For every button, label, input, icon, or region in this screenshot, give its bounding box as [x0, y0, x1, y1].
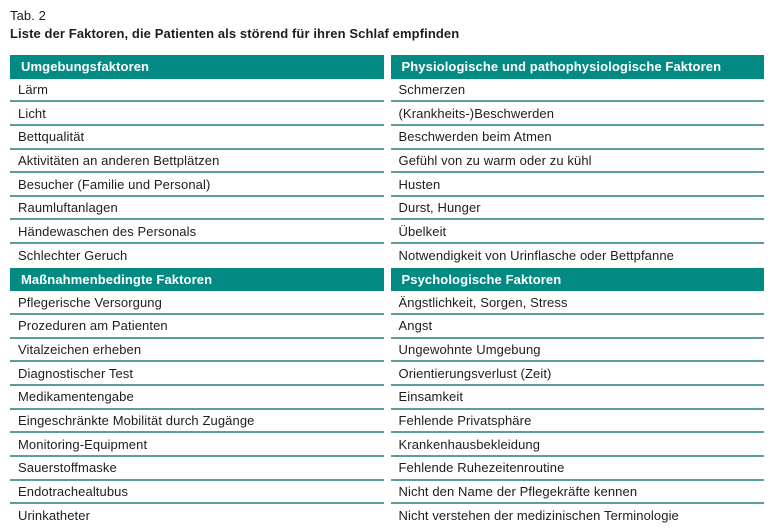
row-label: Endotrachealtubus: [18, 483, 129, 499]
table-row: [10, 291, 384, 315]
row-label: Fehlende Ruhezeitenroutine: [398, 460, 565, 476]
table-row: [391, 79, 765, 103]
table-row: [391, 433, 765, 457]
table-row: [391, 504, 765, 528]
row-label: Durst, Hunger: [398, 200, 481, 216]
table-row: [10, 410, 384, 434]
table-row: [391, 173, 765, 197]
table-row: [391, 244, 765, 268]
row-label: Einsamkeit: [398, 389, 464, 405]
row-label: Eingeschränkte Mobilität durch Zugänge: [18, 412, 255, 428]
table-number: Tab. 2: [10, 8, 47, 23]
table-row: [10, 457, 384, 481]
section-header-label: Physiologische und pathophysiologische Faktoren: [401, 59, 722, 75]
row-label: Medikamentengabe: [18, 389, 134, 405]
row-label: Orientierungsverlust (Zeit): [398, 365, 552, 381]
row-label: Nicht den Name der Pflegekräfte kennen: [398, 483, 638, 499]
table-row: [391, 126, 765, 150]
section-header-row: [10, 55, 384, 79]
table-row: [10, 244, 384, 268]
table-row: [10, 102, 384, 126]
row-label: Übelkeit: [398, 223, 447, 239]
table-title: Liste der Faktoren, die Patienten als störend für ihren Schlaf empfinden: [10, 26, 460, 41]
row-label: Pflegerische Versorgung: [18, 294, 162, 310]
left-column: [10, 55, 384, 528]
table-row: [10, 481, 384, 505]
row-label: Beschwerden beim Atmen: [398, 129, 552, 145]
table-row: [10, 433, 384, 457]
row-label: Gefühl von zu warm oder zu kühl: [398, 152, 592, 168]
table-row: [391, 457, 765, 481]
table-row: [391, 386, 765, 410]
row-label: Husten: [398, 176, 441, 192]
row-label: Monitoring-Equipment: [18, 436, 148, 452]
row-label: Schmerzen: [398, 81, 466, 97]
row-label: Lärm: [18, 81, 49, 97]
row-label: Bettqualität: [18, 129, 85, 145]
row-label: Licht: [18, 105, 46, 121]
section-header-label: Psychologische Faktoren: [401, 272, 562, 288]
section-header-label: Maßnahmenbedingte Faktoren: [21, 272, 213, 288]
section-header-row: [391, 55, 765, 79]
table-row: [391, 481, 765, 505]
row-label: Notwendigkeit von Urinflasche oder Bettpfanne: [398, 248, 674, 264]
section-header-label: Umgebungsfaktoren: [21, 59, 150, 75]
table-row: [391, 339, 765, 363]
table-row: [391, 362, 765, 386]
row-label: Ungewohnte Umgebung: [398, 342, 541, 357]
table-row: [391, 197, 765, 221]
table-row: [10, 79, 384, 103]
table-caption: [10, 7, 459, 43]
table-row: [10, 173, 384, 197]
row-label: Fehlende Privatsphäre: [398, 412, 532, 428]
row-label: Raumluftanlagen: [18, 200, 118, 216]
table-row: [10, 150, 384, 174]
table-row: [10, 126, 384, 150]
row-label: Besucher (Familie und Personal): [18, 176, 211, 192]
table-row: [391, 410, 765, 434]
row-label: Vitalzeichen erheben: [18, 342, 142, 357]
row-label: Ängstlichkeit, Sorgen, Stress: [398, 294, 568, 310]
table-row: [391, 315, 765, 339]
table-row: [391, 220, 765, 244]
row-label: Schlechter Geruch: [18, 248, 128, 264]
row-label: Angst: [398, 318, 433, 334]
table-row: [10, 362, 384, 386]
table-row: [10, 339, 384, 363]
section-header-row: [10, 268, 384, 292]
right-column: [391, 55, 765, 528]
table-row: [10, 386, 384, 410]
row-label: Händewaschen des Personals: [18, 223, 197, 239]
row-label: Nicht verstehen der medizinischen Terminologie: [398, 508, 679, 524]
row-label: Sauerstoffmaske: [18, 460, 117, 476]
table-row: [10, 504, 384, 528]
row-label: Krankenhausbekleidung: [398, 436, 541, 452]
factor-table: [10, 55, 764, 528]
table-row: [10, 220, 384, 244]
table-row: [391, 150, 765, 174]
table-row: [391, 102, 765, 126]
row-label: (Krankheits-)Beschwerden: [398, 105, 555, 121]
table-row: [10, 197, 384, 221]
section-header-row: [391, 268, 765, 292]
row-label: Diagnostischer Test: [18, 365, 134, 381]
row-label: Aktivitäten an anderen Bettplätzen: [18, 152, 220, 168]
row-label: Prozeduren am Patienten: [18, 318, 168, 334]
table-row: [391, 291, 765, 315]
row-label: Urinkatheter: [18, 508, 91, 524]
table-row: [10, 315, 384, 339]
